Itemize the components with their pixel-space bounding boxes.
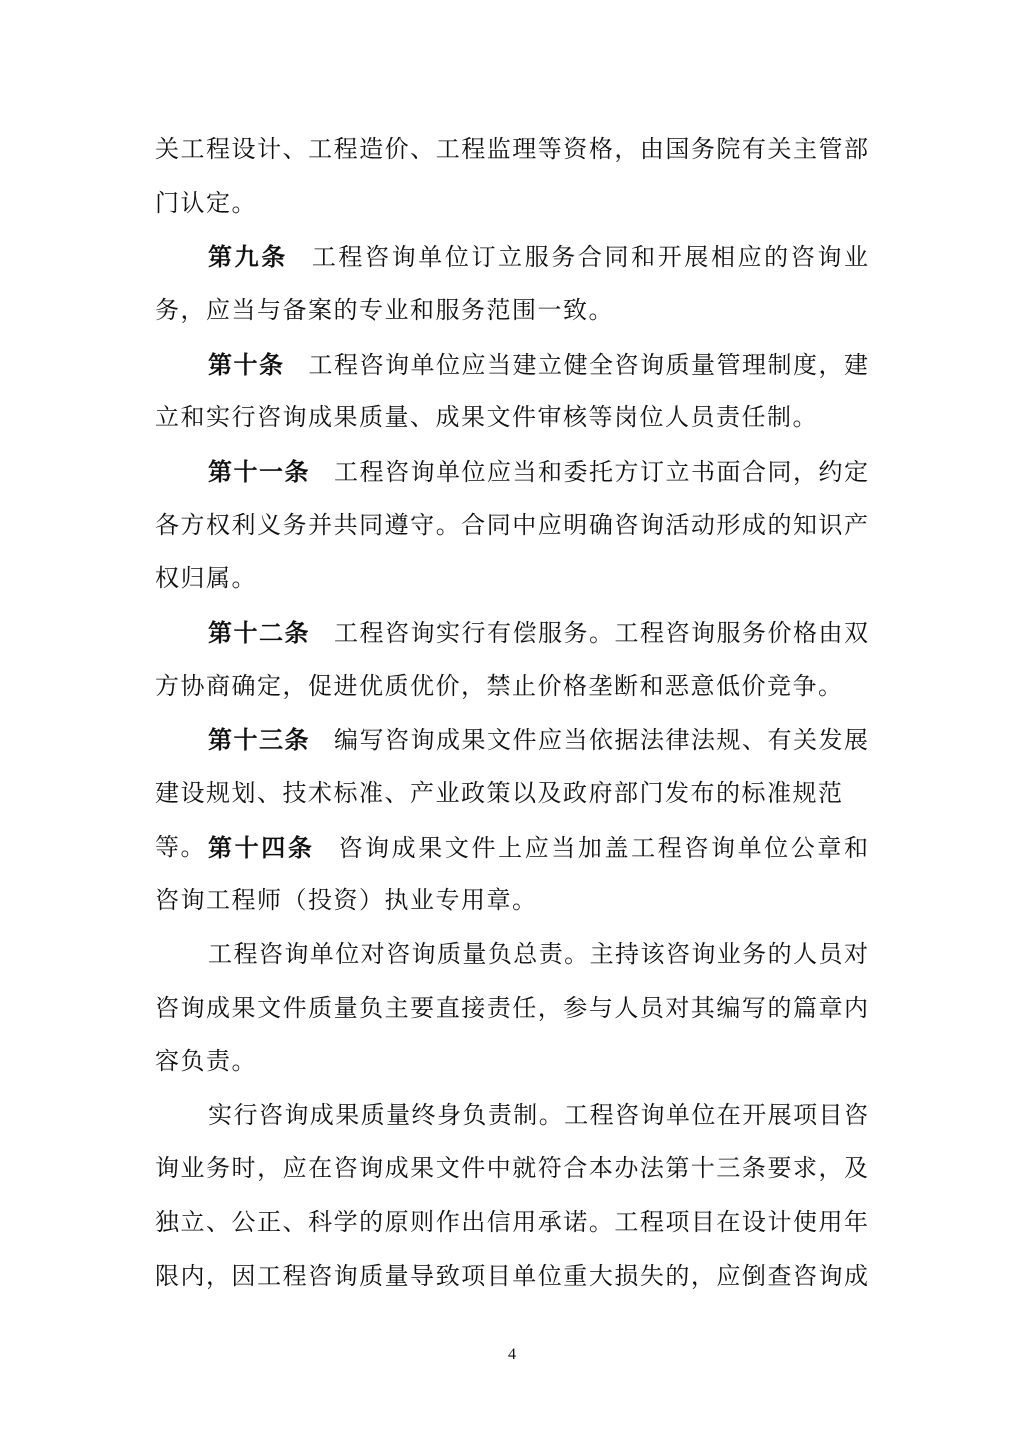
text-line <box>155 1142 868 1196</box>
text-line <box>155 821 868 875</box>
line-text: 权归属。 <box>155 564 257 593</box>
text-line <box>155 391 868 445</box>
page-body <box>155 123 868 1303</box>
text-line <box>155 1035 868 1089</box>
line-text: 建设规划、技术标准、产业政策以及政府部门发布的标准规范等。 <box>155 778 844 861</box>
text-line <box>155 874 868 928</box>
paragraph <box>155 928 868 1089</box>
line-text: 编写咨询成果文件应当依据法律法规、有关发展 <box>334 726 868 755</box>
text-line <box>155 284 868 338</box>
line-text: 工程咨询单位应当和委托方订立书面合同，约定 <box>334 457 868 486</box>
line-text: 门认定。 <box>155 188 257 217</box>
line-text: 工程咨询单位订立服务合同和开展相应的咨询业 <box>311 243 869 272</box>
text-line <box>155 552 868 606</box>
text-line <box>155 1089 868 1143</box>
text-line <box>155 338 868 392</box>
article-paragraph <box>155 821 868 928</box>
text-line <box>155 928 868 982</box>
article-paragraph <box>155 230 868 337</box>
article-label: 第十条 <box>208 349 285 379</box>
continued-paragraph <box>155 123 868 230</box>
text-line <box>155 123 868 177</box>
line-text: 限内，因工程咨询质量导致项目单位重大损失的，应倒查咨询成 <box>155 1261 868 1290</box>
line-text: 询业务时，应在咨询成果文件中就符合本办法第十三条要求，及 <box>155 1154 868 1183</box>
line-text: 咨询成果文件上应当加盖工程咨询单位公章和 <box>338 833 869 862</box>
text-line <box>155 606 868 660</box>
article-paragraph <box>155 606 868 713</box>
text-line <box>155 177 868 231</box>
line-text: 咨询工程师（投资）执业专用章。 <box>155 886 538 915</box>
line-text: 立和实行咨询成果质量、成果文件审核等岗位人员责任制。 <box>155 403 818 432</box>
line-text: 独立、公正、科学的原则作出信用承诺。工程项目在设计使用年 <box>155 1208 868 1237</box>
line-text: 工程咨询单位应当建立健全咨询质量管理制度，建 <box>308 350 868 379</box>
text-line <box>155 445 868 499</box>
text-line <box>155 499 868 553</box>
page-number: 4 <box>508 1346 516 1363</box>
text-line <box>155 713 868 767</box>
article-label: 第十三条 <box>208 725 310 755</box>
text-line <box>155 1196 868 1250</box>
paragraph <box>155 1089 868 1304</box>
line-text: 各方权利义务并共同遵守。合同中应明确咨询活动形成的知识产 <box>155 510 868 539</box>
article-label: 第九条 <box>208 242 288 272</box>
text-line <box>155 1250 868 1304</box>
line-text: 咨询成果文件质量负主要直接责任，参与人员对其编写的篇章内 <box>155 993 868 1022</box>
line-text: 务，应当与备案的专业和服务范围一致。 <box>155 295 614 324</box>
article-label: 第十二条 <box>208 617 310 647</box>
article-label: 第十一条 <box>208 456 310 486</box>
line-text: 容负责。 <box>155 1047 257 1076</box>
article-paragraph <box>155 445 868 606</box>
line-text: 工程咨询单位对咨询质量负总责。主持该咨询业务的人员对 <box>208 939 868 968</box>
text-line <box>155 982 868 1036</box>
line-text: 实行咨询成果质量终身负责制。工程咨询单位在开展项目咨 <box>208 1100 868 1129</box>
line-text: 关工程设计、工程造价、工程监理等资格，由国务院有关主管部 <box>155 135 868 163</box>
line-text: 方协商确定，促进优质优价，禁止价格垄断和恶意低价竞争。 <box>155 671 844 700</box>
article-paragraph <box>155 338 868 445</box>
text-line <box>155 660 868 714</box>
text-line <box>155 230 868 284</box>
line-text: 工程咨询实行有偿服务。工程咨询服务价格由双 <box>334 618 868 647</box>
article-label: 第十四条 <box>208 832 315 862</box>
